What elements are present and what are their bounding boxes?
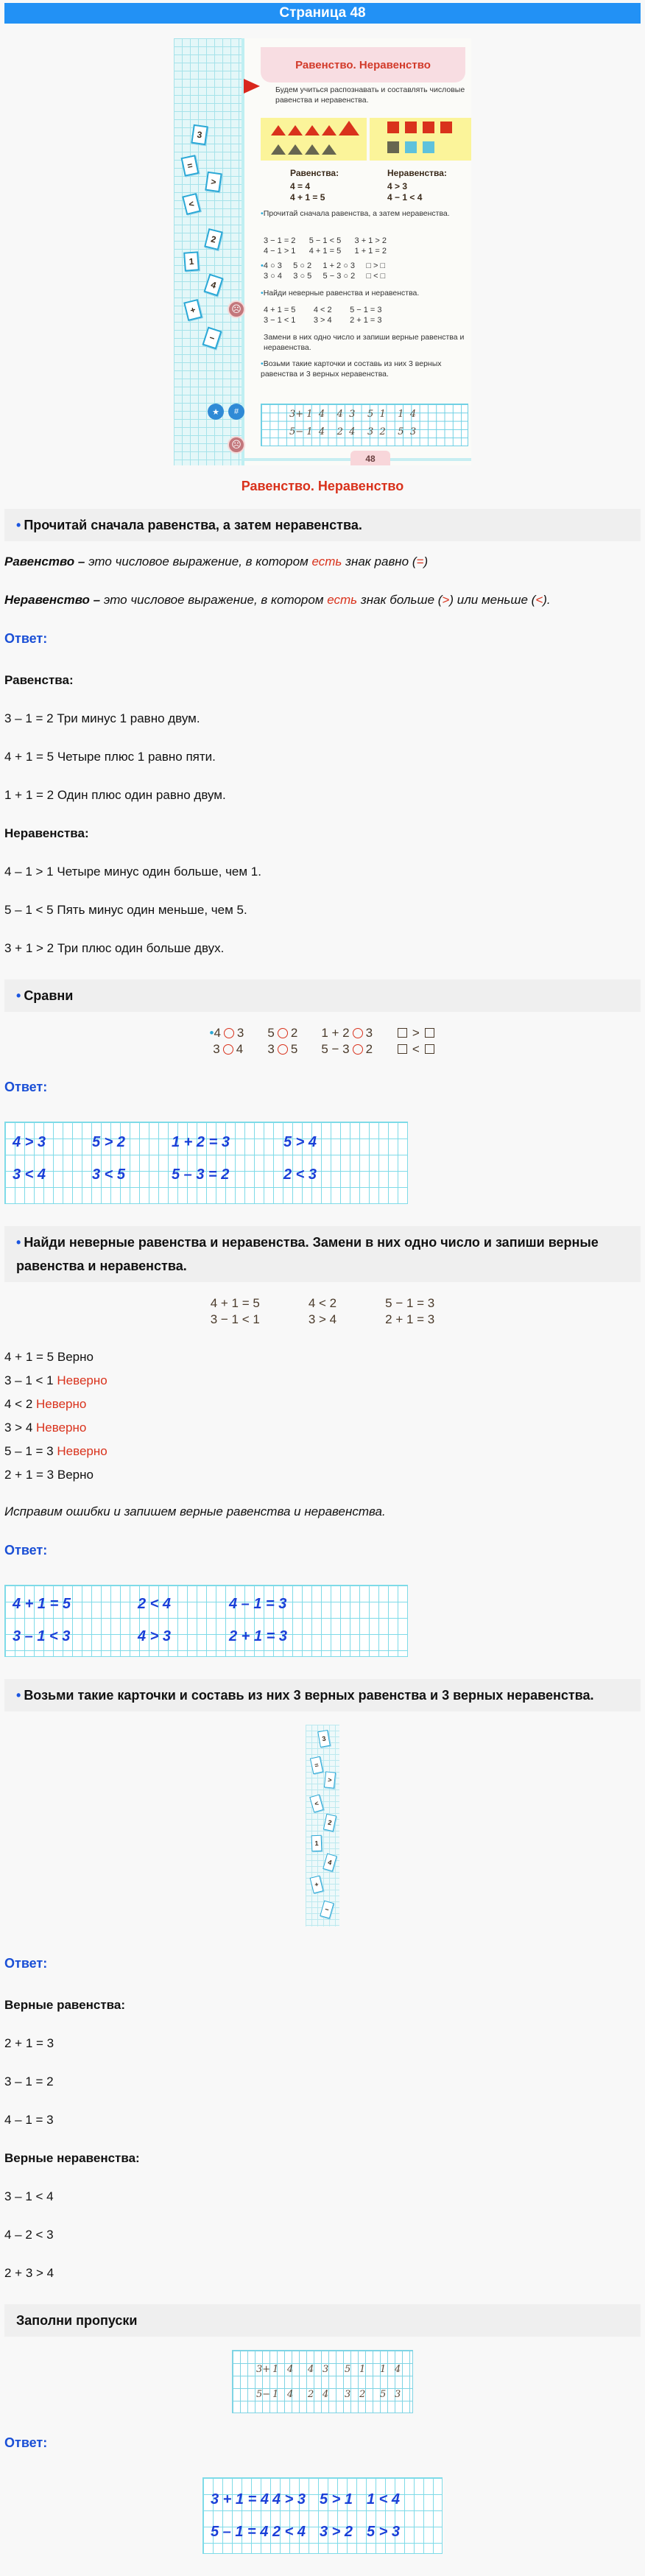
card-3: 3	[317, 1730, 331, 1748]
compare-exercise	[4, 1025, 641, 1058]
page-header: Страница 48	[4, 3, 641, 24]
textbook-task-3: •Найди неверные равенства и неравенства.	[261, 289, 420, 298]
sad-face-icon: ☹	[228, 436, 245, 454]
grid-answer-item: 5 – 1 = 4	[211, 2524, 269, 2540]
answer-line: 1 + 1 = 2 Один плюс один равно двум.	[4, 788, 226, 802]
squares-panel	[370, 118, 471, 161]
inequalities-heading: Неравенства:	[4, 826, 89, 840]
check-item: 5 – 1 = 3 Неверно	[4, 1444, 107, 1458]
answer-line: 4 + 1 = 5 Четыре плюс 1 равно пяти.	[4, 750, 216, 764]
square-icon	[440, 122, 452, 133]
textbook-task-1: •Прочитай сначала равенства, а затем неравенства.	[261, 209, 450, 218]
answer-line: 3 + 1 > 2 Три плюс один больше двух.	[4, 941, 225, 955]
handwritten-digit: 1	[272, 2364, 279, 2375]
handwritten-digit: 4	[322, 2389, 329, 2400]
textbook-equality: 4 + 1 = 5	[290, 192, 325, 203]
textbook-inequality: 4 > 3	[387, 181, 408, 191]
textbook-task-3-b: Замени в них одно число и запиши верные равенства и неравенства.	[264, 333, 465, 352]
grid-answer-item: 2 + 1 = 3	[229, 1628, 287, 1644]
task-prompt-4: • Возьми такие карточки и составь из них 3 верных равенства и 3 верных неравенства.	[4, 1679, 641, 1711]
handwritten-digit: 5	[345, 2364, 351, 2375]
compare-item: 3 5	[267, 1042, 298, 1056]
bullet-icon: •	[16, 1235, 21, 1250]
cards-image	[306, 1725, 339, 1926]
circle-blank-icon	[353, 1044, 363, 1055]
triangle-icon	[271, 144, 286, 155]
circle-blank-icon	[353, 1028, 363, 1038]
answer-line: 2 + 1 = 3	[4, 2036, 54, 2050]
handwritten-digit: 1	[272, 2389, 279, 2400]
card-plus: +	[310, 1876, 324, 1894]
card-less: <	[309, 1794, 324, 1812]
grid-answer-item: 2 < 4	[272, 2524, 306, 2540]
handwritten-row: 5− 1 4 2 4 3 2 5 3	[289, 426, 417, 437]
square-icon	[405, 141, 417, 153]
find-wrong-exercise	[4, 1295, 641, 1328]
circle-blank-icon	[224, 1028, 234, 1038]
card-minus: −	[202, 327, 222, 350]
grid-answer-item: 4 > 3	[138, 1628, 172, 1644]
square-icon	[423, 141, 434, 153]
bullet-icon: •	[16, 988, 21, 1003]
grid-answer-item: 3 – 1 < 3	[13, 1628, 71, 1644]
answer-line: 4 – 1 > 1 Четыре минус один больше, чем 1.	[4, 865, 261, 879]
textbook-task-2-row: 3 ○ 4 3 ○ 5 5 − 3 ○ 2 □ < □	[264, 272, 386, 281]
bullet-icon: •	[16, 518, 21, 532]
grid-answer-item: 1 < 4	[367, 2491, 401, 2508]
grid-answer-item: 3 < 5	[92, 1166, 126, 1183]
answer-label: Ответ:	[4, 1543, 48, 1558]
grid-answer-item: 5 > 1	[320, 2491, 353, 2508]
definition-inequality: Неравенство – это числовое выражение, в котором есть знак больше (>) или меньше (<).	[4, 593, 551, 607]
handwritten-digit: 2	[308, 2389, 314, 2400]
triangle-icon	[339, 121, 359, 136]
handwritten-digit: 2	[359, 2389, 366, 2400]
textbook-task-1-row: 4 − 1 > 1 4 + 1 = 5 1 + 1 = 2	[264, 247, 387, 256]
check-list	[4, 1350, 641, 1482]
handwritten-digit: 4	[287, 2389, 294, 2400]
exercise-item: 4 < 2	[308, 1296, 337, 1310]
red-squares	[387, 122, 471, 137]
compare-item: 1 + 2 3	[321, 1026, 373, 1040]
square-icon	[423, 122, 434, 133]
textbook-task-4: •Возьми такие карточки и составь из них 3 верных равенства и 3 верных неравенства.	[261, 359, 442, 379]
grid-answer-item: 3 < 4	[13, 1166, 46, 1183]
handwritten-digit: 1	[380, 2364, 387, 2375]
grid-answer-item: 5 > 3	[367, 2524, 401, 2540]
box-blank-icon	[398, 1044, 407, 1054]
triangle-icon	[322, 125, 336, 136]
textbook-task-3-row: 3 − 1 < 1 3 > 4 2 + 1 = 3	[264, 316, 382, 325]
compare-table	[198, 1025, 448, 1058]
textbook-inequality: 4 − 1 < 4	[387, 192, 423, 203]
compare-item: >	[384, 1025, 447, 1041]
answer-label: Ответ:	[4, 2435, 48, 2450]
answer-line: 5 – 1 < 5 Пять минус один меньше, чем 5.	[4, 903, 247, 917]
handwritten-row: 3+ 1 4 4 3 5 1 1 4	[289, 409, 417, 420]
exercise-item: 5 − 1 = 3	[385, 1296, 435, 1310]
answer-line: 3 – 1 < 4	[4, 2189, 54, 2203]
circle-blank-icon	[278, 1044, 288, 1055]
textbook-title: Равенство. Неравенство	[261, 47, 465, 82]
textbook-task-1-row: 3 − 1 = 2 5 − 1 < 5 3 + 1 > 2	[264, 236, 387, 245]
textbook-equality: 4 = 4	[290, 181, 311, 191]
triangle-icon	[322, 144, 336, 155]
grid-answer-item: 2 < 4	[138, 1596, 172, 1612]
handwritten-digit: 5	[380, 2389, 387, 2400]
answer-grid	[202, 2477, 443, 2554]
answer-label: Ответ:	[4, 1080, 48, 1094]
circle-blank-icon	[278, 1028, 288, 1038]
card-1: 1	[183, 251, 200, 271]
task-prompt-5: Заполни пропуски	[4, 2304, 641, 2337]
check-item: 3 > 4 Неверно	[4, 1421, 87, 1435]
answer-line: 3 – 1 = 2	[4, 2074, 54, 2088]
grid-answer-item: 5 – 3 = 2	[172, 1166, 230, 1183]
section-title: Равенство. Неравенство	[241, 479, 404, 493]
handwritten-digit: 3	[322, 2364, 329, 2375]
correct-inequalities-heading: Верные неравенства:	[4, 2151, 140, 2165]
textbook-task-3-row: 4 + 1 = 5 4 < 2 5 − 1 = 3	[264, 306, 382, 314]
grid-answer-item: 4 + 1 = 5	[13, 1596, 71, 1612]
textbook-equalities-label: Равенства:	[290, 168, 339, 178]
exercise-item: 3 > 4	[308, 1312, 337, 1326]
card-2: 2	[323, 1814, 336, 1831]
square-icon	[405, 122, 417, 133]
exercise-item: 3 − 1 < 1	[210, 1312, 260, 1326]
exercise-item: 2 + 1 = 3	[385, 1312, 435, 1326]
triangle-icon	[305, 125, 320, 136]
card-3: 3	[191, 124, 208, 146]
check-item: 3 – 1 < 1 Неверно	[4, 1373, 107, 1387]
answer-grid	[4, 1585, 408, 1657]
answer-line: 2 + 3 > 4	[4, 2266, 54, 2280]
box-blank-icon	[425, 1044, 434, 1054]
exercise-item: 4 + 1 = 5	[210, 1296, 260, 1310]
card-plus: +	[183, 299, 202, 321]
task-prompt-2: • Сравни	[4, 979, 641, 1012]
stars-icon: ★	[208, 404, 224, 420]
grid-answer-item: 5 > 2	[92, 1134, 126, 1150]
square-icon	[387, 141, 399, 153]
card-minus: −	[320, 1900, 334, 1918]
answer-line: 4 – 2 < 3	[4, 2228, 54, 2242]
task-prompt-1: • Прочитай сначала равенства, а затем неравенства.	[4, 509, 641, 541]
grid-answer-item: 1 + 2 = 3	[172, 1134, 230, 1150]
textbook-task-2-row: •4 ○ 3 5 ○ 2 1 + 2 ○ 3 □ > □	[261, 261, 386, 270]
other-squares	[387, 141, 471, 157]
handwritten-digit: 4	[287, 2364, 294, 2375]
red-arrow-icon	[244, 79, 260, 94]
grid-answer-item: 3 > 2	[320, 2524, 353, 2540]
compare-item: 3 4	[213, 1042, 244, 1056]
textbook-cards-grid	[261, 404, 468, 446]
card-greater: >	[205, 172, 222, 193]
red-triangles	[271, 121, 367, 139]
definition-equality: Равенство – это числовое выражение, в котором есть знак равно (=)	[4, 555, 429, 569]
card-greater: >	[324, 1771, 336, 1788]
handwritten-digit: 5−	[256, 2389, 271, 2400]
triangle-icon	[271, 125, 286, 136]
textbook-inequalities-label: Неравенства:	[387, 168, 447, 178]
handwritten-digit: 4	[308, 2364, 314, 2375]
correct-equalities-heading: Верные равенства:	[4, 1998, 125, 2012]
handwritten-digit: 3	[345, 2389, 351, 2400]
compare-item: •4 3	[209, 1026, 244, 1040]
gray-triangles	[271, 144, 367, 158]
card-2: 2	[204, 228, 223, 250]
compare-item: 5 2	[267, 1026, 298, 1040]
card-less: <	[182, 193, 201, 215]
square-icon	[387, 122, 399, 133]
handwritten-digit: 3+	[256, 2364, 271, 2375]
grid-answer-item: 4 > 3	[272, 2491, 306, 2508]
card-4: 4	[322, 1853, 337, 1871]
handwritten-digit: 4	[395, 2364, 401, 2375]
triangle-icon	[305, 144, 320, 155]
compare-item: 5 − 3 2	[321, 1042, 373, 1056]
card-4: 4	[203, 274, 223, 297]
bullet-icon: •	[16, 1688, 21, 1703]
fill-blanks-grid	[232, 2350, 413, 2413]
compare-item: <	[384, 1041, 447, 1058]
textbook-intro: Будем учиться распознавать и составлять числовые равенства и неравенства.	[275, 85, 465, 105]
triangle-icon	[288, 144, 303, 155]
handwritten-digit: 3	[395, 2389, 401, 2400]
box-blank-icon	[398, 1028, 407, 1038]
grid-answer-item: 5 > 4	[283, 1134, 317, 1150]
grid-icon: #	[228, 404, 244, 420]
task-prompt-3: • Найди неверные равенства и неравенства. Замени в них одно число и запиши верные равенства и неравенства.	[4, 1226, 641, 1282]
textbook-page-number: 48	[350, 451, 390, 465]
check-item: 4 < 2 Неверно	[4, 1397, 87, 1411]
sad-face-icon: ☹	[228, 300, 245, 318]
answer-label: Ответ:	[4, 1956, 48, 1971]
grid-answer-item: 4 – 1 = 3	[229, 1596, 287, 1612]
correction-note: Исправим ошибки и запишем верные равенства и неравенства.	[4, 1505, 386, 1518]
answer-line: 3 – 1 = 2 Три минус 1 равно двум.	[4, 711, 200, 725]
card-equals: =	[181, 155, 200, 177]
textbook-page-image	[174, 38, 471, 465]
grid-answer-item: 2 < 3	[283, 1166, 317, 1183]
equalities-heading: Равенства:	[4, 673, 74, 687]
answer-label: Ответ:	[4, 631, 48, 646]
triangle-icon	[288, 125, 303, 136]
box-blank-icon	[425, 1028, 434, 1038]
grid-answer-item: 4 > 3	[13, 1134, 46, 1150]
grid-answer-item: 3 + 1 = 4	[211, 2491, 269, 2508]
card-1: 1	[311, 1835, 322, 1851]
check-item: 4 + 1 = 5 Верно	[4, 1350, 94, 1364]
card-equals: =	[310, 1756, 323, 1774]
answer-line: 4 – 1 = 3	[4, 2113, 54, 2127]
answer-grid	[4, 1122, 408, 1204]
find-wrong-table	[199, 1295, 447, 1328]
circle-blank-icon	[223, 1044, 233, 1055]
handwritten-digit: 1	[359, 2364, 366, 2375]
check-item: 2 + 1 = 3 Верно	[4, 1468, 94, 1482]
triangles-panel	[261, 118, 367, 161]
